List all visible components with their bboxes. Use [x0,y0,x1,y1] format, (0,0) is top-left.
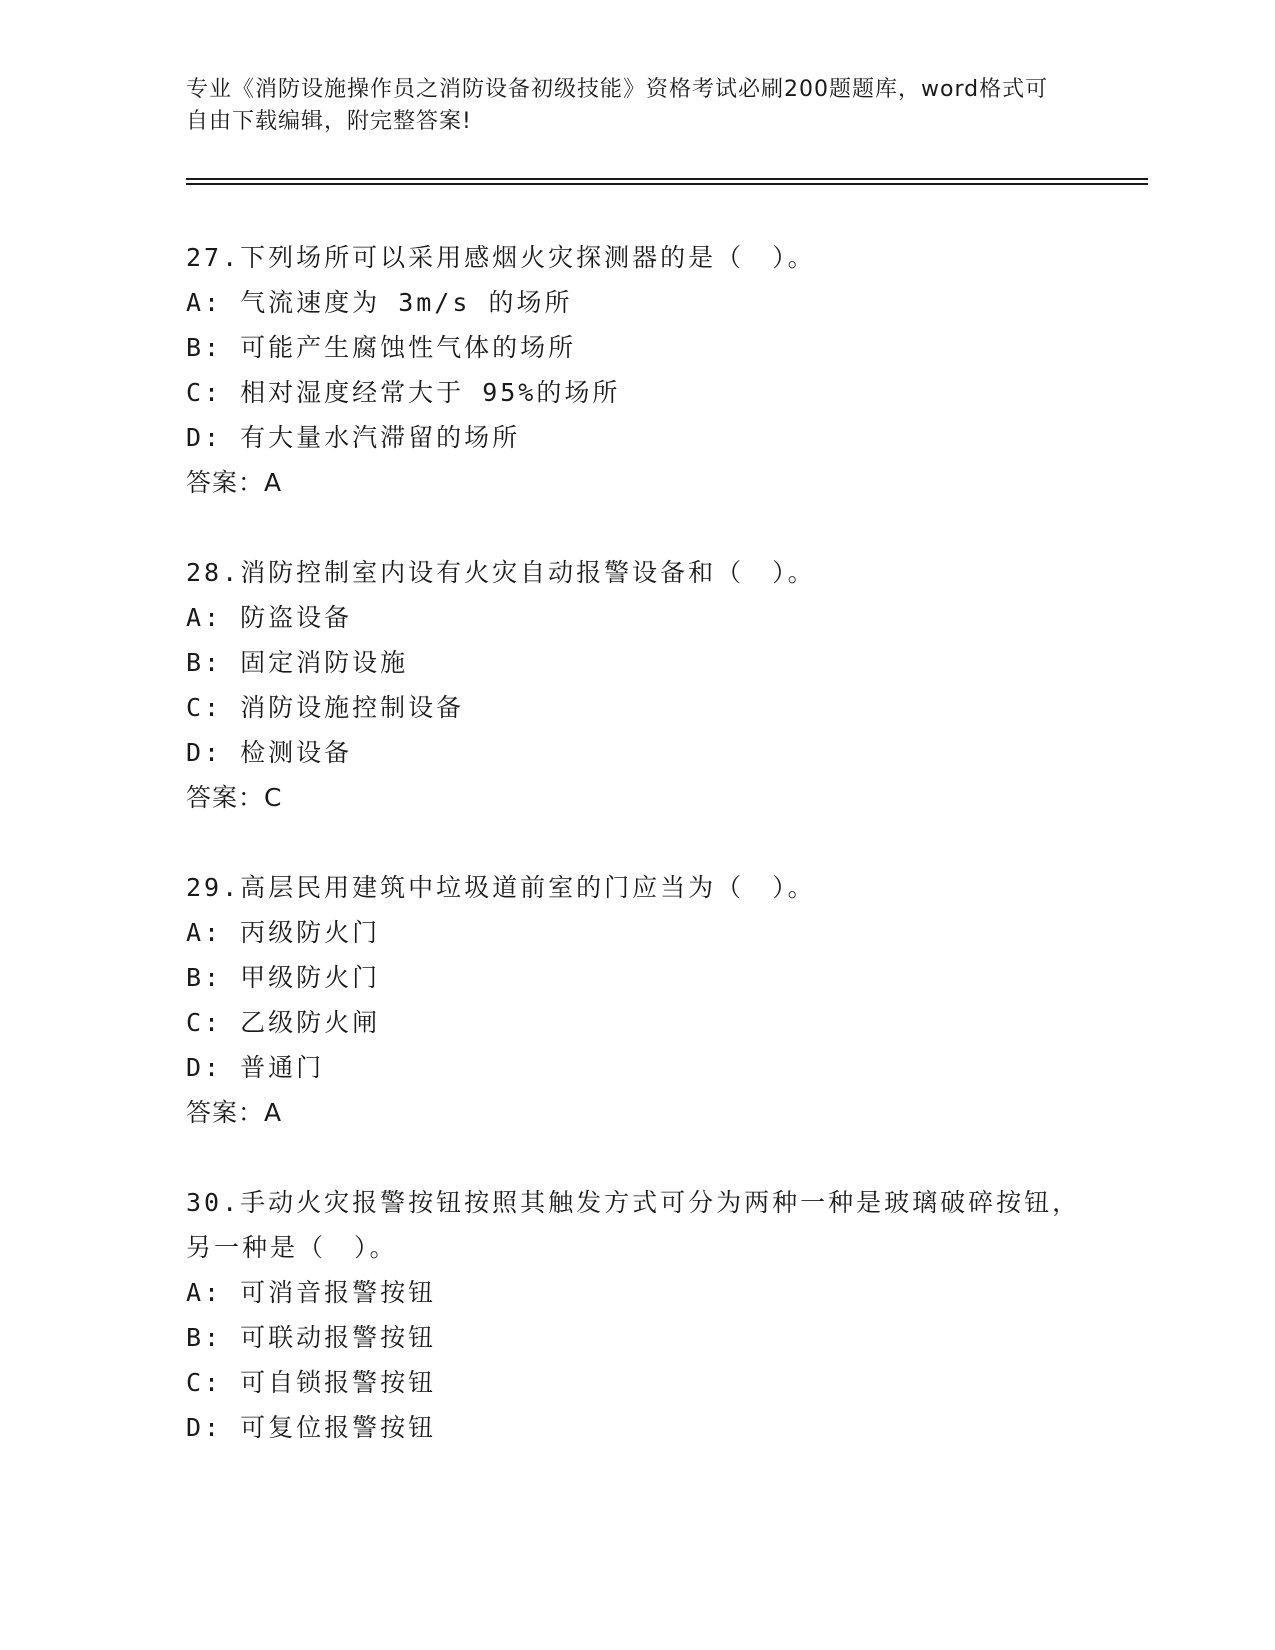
page-header [186,74,1066,138]
answer: 答案：A [186,468,283,497]
option-d: D: 有大量水汽滞留的场所 [186,423,521,452]
question-stem: 29.高层民用建筑中垃圾道前室的门应当为（ ）。 [186,873,816,902]
answer: 答案：A [186,1098,283,1127]
question-list [186,235,1086,1495]
header-divider [186,178,1148,180]
option-c: C: 相对湿度经常大于 95%的场所 [186,378,621,407]
option-b: B: 甲级防火门 [186,963,381,992]
answer: 答案：C [186,783,283,812]
option-c: C: 消防设施控制设备 [186,693,465,722]
option-d: D: 检测设备 [186,738,353,767]
option-c: C: 可自锁报警按钮 [186,1368,437,1397]
option-d: D: 可复位报警按钮 [186,1413,437,1442]
question-29 [186,865,1086,1135]
option-a: A: 防盗设备 [186,603,353,632]
question-stem: 30.手动火灾报警按钮按照其触发方式可分为两种一种是玻璃破碎按钮，另一种是（ ）。 [186,1188,1081,1262]
question-27 [186,235,1086,505]
option-b: B: 固定消防设施 [186,648,409,677]
question-28 [186,550,1086,820]
question-stem: 27.下列场所可以采用感烟火灾探测器的是（ ）。 [186,243,816,272]
option-b: B: 可能产生腐蚀性气体的场所 [186,333,577,362]
option-b: B: 可联动报警按钮 [186,1323,437,1352]
option-a: A: 丙级防火门 [186,918,381,947]
option-d: D: 普通门 [186,1053,325,1082]
option-c: C: 乙级防火闸 [186,1008,381,1037]
header-divider-secondary [186,183,1148,185]
option-a: A: 气流速度为 3m/s 的场所 [186,288,573,317]
question-stem: 28.消防控制室内设有火灾自动报警设备和（ ）。 [186,558,816,587]
header-text: 专业《消防设施操作员之消防设备初级技能》资格考试必刷200题题库，word格式可自由下载编辑，附完整答案! [186,77,1049,134]
option-a: A: 可消音报警按钮 [186,1278,437,1307]
question-30 [186,1180,1086,1450]
